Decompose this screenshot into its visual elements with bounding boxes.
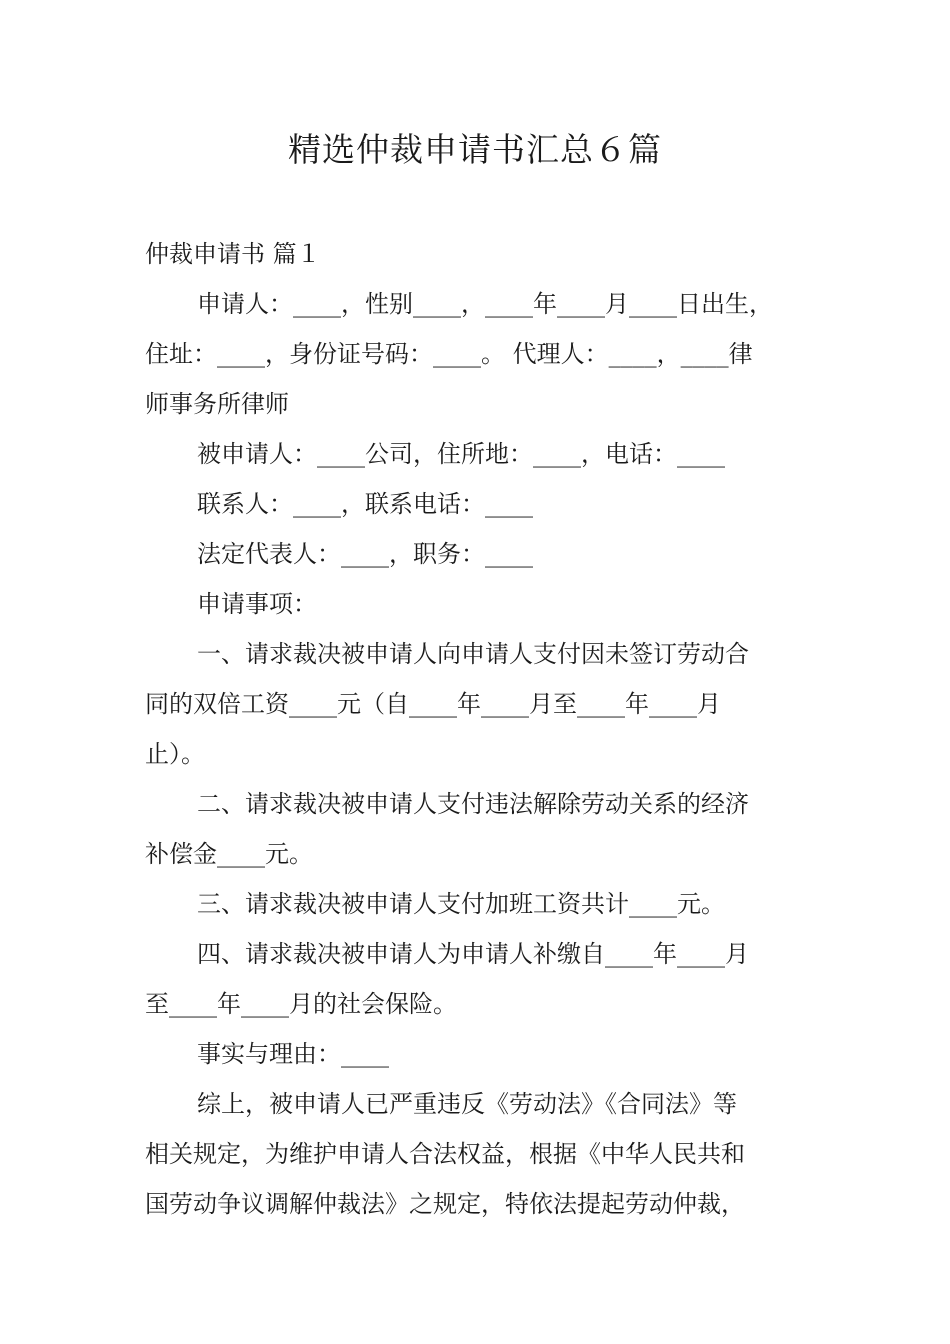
section-heading: 仲裁申请书 篇１	[145, 240, 321, 268]
paragraph-line: 法定代表人：____，职务：____	[197, 540, 533, 568]
paragraph-line: 师事务所律师	[145, 390, 289, 418]
paragraph-line: 综上，被申请人已严重违反《劳动法》《合同法》等	[197, 1090, 737, 1118]
paragraph-line: 事实与理由：____	[197, 1040, 389, 1068]
paragraph-line: 四、请求裁决被申请人为申请人补缴自____年____月	[197, 940, 749, 968]
paragraph-line: 三、请求裁决被申请人支付加班工资共计____元。	[197, 890, 725, 918]
document-body	[145, 229, 815, 1229]
paragraph-line: 一、请求裁决被申请人向申请人支付因未签订劳动合	[197, 640, 749, 668]
paragraph-line: 被申请人：____公司，住所地：____，电话：____	[197, 440, 725, 468]
paragraph-line: 国劳动争议调解仲裁法》之规定，特依法提起劳动仲裁，	[145, 1190, 745, 1218]
paragraph-line: 住址：____，身份证号码：____。 代理人：____，____律	[145, 340, 753, 368]
paragraph-line: 二、请求裁决被申请人支付违法解除劳动关系的经济	[197, 790, 749, 818]
paragraph-line: 止）。	[145, 740, 205, 768]
paragraph-line: 联系人：____，联系电话：____	[197, 490, 533, 518]
paragraph-line: 相关规定，为维护申请人合法权益，根据《中华人民共和	[145, 1140, 745, 1168]
paragraph-line: 申请人：____，性别____，____年____月____日出生，	[197, 290, 773, 318]
paragraph-line: 同的双倍工资____元（自____年____月至____年____月	[145, 690, 721, 718]
paragraph-line: 申请事项：	[197, 590, 317, 618]
paragraph-line: 至____年____月的社会保险。	[145, 990, 457, 1018]
paragraph-line: 补偿金____元。	[145, 840, 313, 868]
document-title: 精选仲裁申请书汇总６篇	[288, 130, 662, 169]
